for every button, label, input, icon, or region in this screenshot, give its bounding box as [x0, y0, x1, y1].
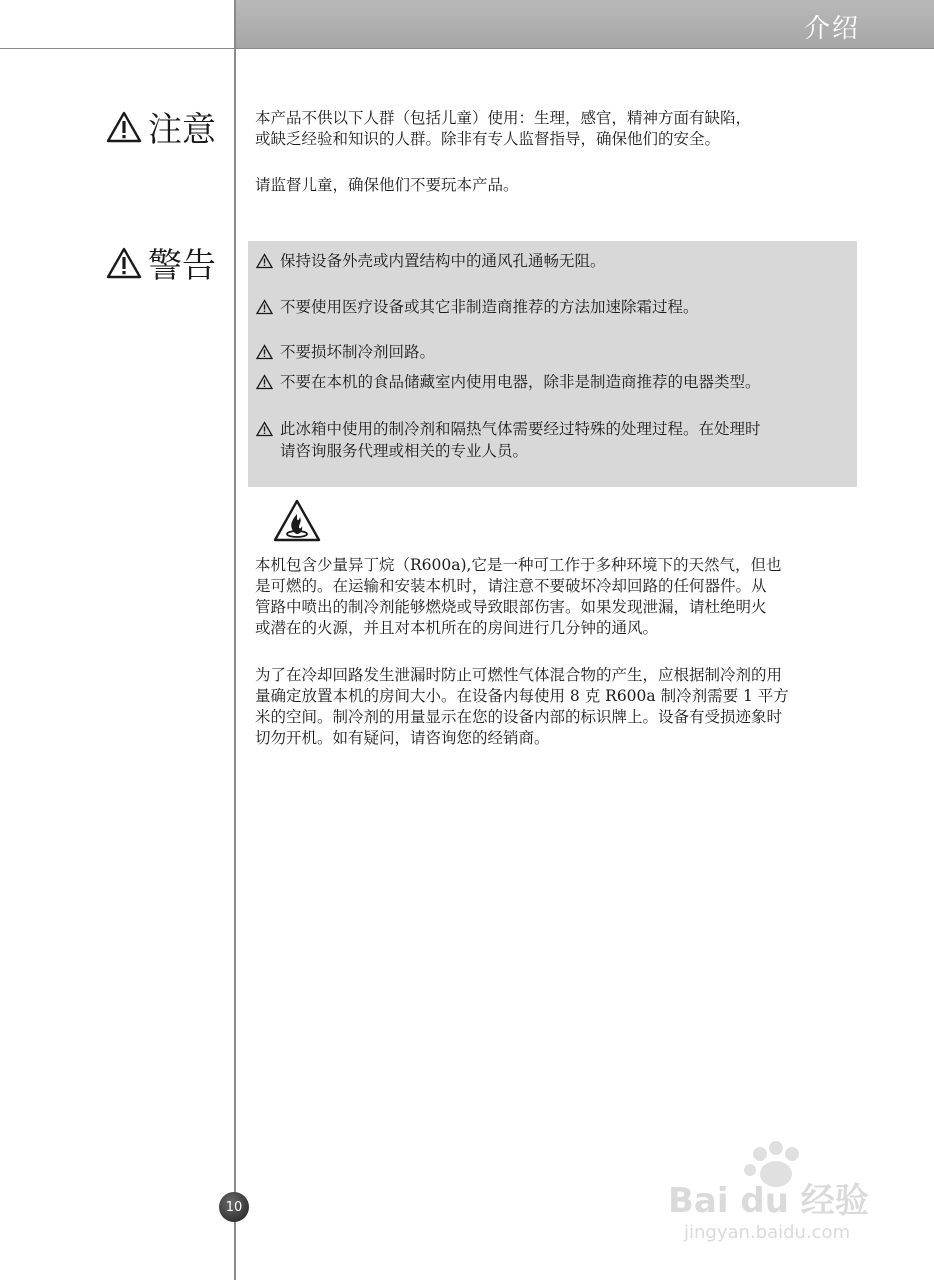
warning-item: [256, 371, 847, 396]
flammable-hazard-icon: [272, 498, 322, 544]
caution-heading: 注意: [148, 110, 216, 150]
baidu-watermark: [664, 1140, 884, 1250]
warning-heading: 警告: [148, 246, 216, 286]
caution-paragraph-1: 本产品不供以下人群（包括儿童）使用：生理，感官，精神方面有缺陷， 或缺乏经验和知识的人群。除非有专人监督指导，确保他们的安全。: [255, 109, 752, 148]
warning-item: [256, 296, 847, 321]
warning-item: [256, 418, 847, 462]
warning-small-icon: [256, 374, 273, 390]
warning-item-text: 不要在本机的食品储藏室内使用电器，除非是制造商推荐的电器类型。: [280, 373, 761, 391]
warning-item: [256, 250, 847, 275]
warning-small-icon: [256, 421, 273, 437]
caution-label: [106, 102, 216, 151]
flammable-paragraph-2: 为了在冷却回路发生泄漏时防止可燃性气体混合物的产生，应根据制冷剂的用 量确定放置本机的房间大小。在设备内每使用 8 克 R600a 制冷剂需要 1 平方 米的空间。制冷剂的用量显示在您的设备内部的标识牌上。设备有受损迹象时 切勿开机。如有疑问，请咨询您的经销商。: [255, 666, 789, 747]
warning-item-text: 不要损坏制冷剂回路。: [280, 343, 436, 361]
caution-triangle-icon: [106, 110, 142, 144]
watermark-brand: Bai du 经验: [668, 1181, 869, 1221]
warning-small-icon: [256, 253, 273, 269]
warning-label: [106, 238, 216, 287]
vertical-divider: [234, 0, 236, 1280]
watermark-url: jingyan.baidu.com: [684, 1222, 851, 1243]
warning-item-text: 不要使用医疗设备或其它非制造商推荐的方法加速除霜过程。: [280, 298, 699, 316]
warning-box: [248, 241, 857, 487]
header-left-rule: [0, 48, 236, 49]
warning-small-icon: [256, 299, 273, 315]
warning-item: [256, 341, 847, 366]
page-title: 介绍: [803, 14, 860, 44]
page-number: 10: [219, 1192, 249, 1222]
flammable-paragraph-1: 本机包含少量异丁烷（R600a),它是一种可工作于多种环境下的天然气，但也 是可燃的。在运输和安装本机时，请注意不要破坏冷却回路的任何器件。从 管路中喷出的制冷剂能够燃烧或导致眼部伤害。如果发现泄漏，请杜绝明火 或潜在的火源，并且对本机所在的房间进行几分钟的通风。: [255, 556, 782, 637]
caution-paragraph-2: 请监督儿童，确保他们不要玩本产品。: [255, 176, 519, 194]
warning-small-icon: [256, 344, 273, 360]
warning-triangle-icon: [106, 246, 142, 280]
warning-item-text: 此冰箱中使用的制冷剂和隔热气体需要经过特殊的处理过程。在处理时 请咨询服务代理或相关的专业人员。: [280, 420, 761, 460]
header-band: [236, 0, 934, 49]
warning-item-text: 保持设备外壳或内置结构中的通风孔通畅无阻。: [280, 252, 606, 270]
